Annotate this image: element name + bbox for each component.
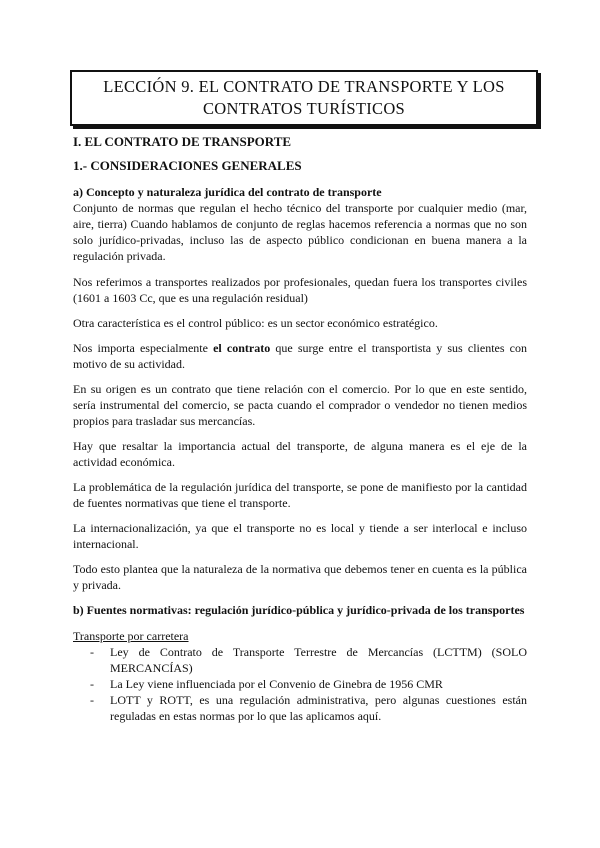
section-title: I. EL CONTRATO DE TRANSPORTE [73, 134, 292, 149]
part-b-heading: b) Fuentes normativas: regulación jurídico-pública y jurídico-privada de los transportes [73, 603, 525, 617]
list-item: - LOTT y ROTT, es una regulación administrativa, pero algunas cuestiones están reguladas en estas normas por lo que las aplicamos aquí. [90, 692, 527, 724]
lesson-title-line-2: CONTRATOS TURÍSTICOS [202, 99, 406, 118]
emphasis-text: el contrato [213, 341, 271, 355]
list-item: - La Ley viene influenciada por el Convenio de Ginebra de 1956 CMR [90, 676, 527, 692]
document-body [73, 134, 527, 724]
section-subtitle: 1.- CONSIDERACIONES GENERALES [73, 158, 302, 173]
paragraph: Otra característica es el control público: es un sector económico estratégico. [73, 316, 438, 330]
normative-list [73, 644, 527, 724]
paragraph: Nos referimos a transportes realizados por profesionales, quedan fuera los transportes civiles (1601 a 1603 Cc, que es una regulación residual) [73, 275, 527, 305]
paragraph: Hay que resaltar la importancia actual del transporte, de alguna manera es el eje de la actividad económica. [73, 439, 527, 469]
paragraph: Todo esto plantea que la naturaleza de la normativa que debemos tener en cuenta es la pública y privada. [73, 562, 527, 592]
paragraph: La internacionalización, ya que el transporte no es local y tiende a ser interlocal e incluso internacional. [73, 521, 527, 551]
lesson-title-box [70, 70, 538, 126]
paragraph [73, 340, 527, 372]
paragraph: Conjunto de normas que regulan el hecho técnico del transporte por cualquier medio (mar, aire, tierra) Cuando hablamos de conjunto de reglas hacemos referencia a normas que no son solo jurídico-privadas, incluso las de aspecto público condicionan en buena manera a la regulación privada. [73, 201, 527, 263]
paragraph: La problemática de la regulación jurídica del transporte, se pone de manifiesto por la cantidad de fuentes normativas que tiene el transporte. [73, 480, 527, 510]
part-b-subheading: Transporte por carretera [73, 629, 189, 643]
part-a-heading: a) Concepto y naturaleza jurídica del contrato de transporte [73, 185, 382, 199]
lesson-title-line-1: LECCIÓN 9. EL CONTRATO DE TRANSPORTE Y LOS [103, 77, 505, 96]
paragraph-text: que surge entre el transportista y sus clientes con motivo de su actividad. [73, 341, 527, 371]
list-item: - Ley de Contrato de Transporte Terrestre de Mercancías (LCTTM) (SOLO MERCANCÍAS) [90, 644, 527, 676]
paragraph-text: Nos importa especialmente [73, 341, 214, 355]
paragraph: En su origen es un contrato que tiene relación con el comercio. Por lo que en este sentido, sería instrumental del comercio, se pacta cuando el comprador o vendedor no tienen medios propios para trasladar sus mercancías. [73, 382, 527, 428]
